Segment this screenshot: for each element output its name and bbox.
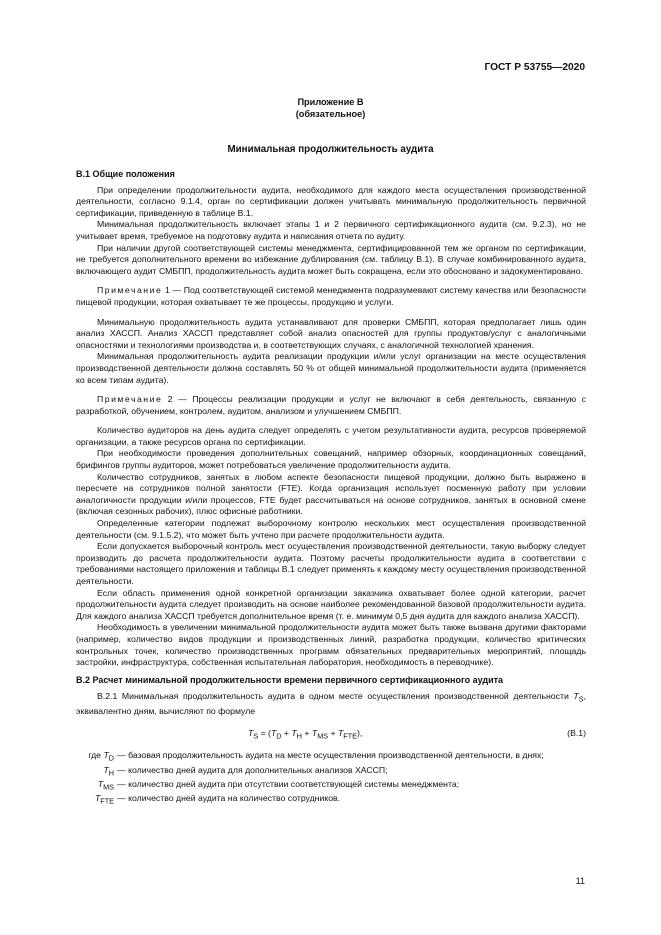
operator: + [281, 728, 292, 739]
annex-subtitle: (обязательное) [295, 109, 366, 119]
symbol: T [270, 728, 277, 739]
text-run: В.2.1 Минимальная продолжительность аудита в одном месте осуществления производственной деятельности [97, 691, 574, 702]
definition-symbol [76, 793, 117, 807]
note-label: Примечание [97, 285, 163, 296]
symbol: T [311, 728, 318, 739]
formula [248, 728, 362, 742]
symbol: T [103, 750, 109, 761]
operator: + [328, 728, 338, 739]
note-text: 1 — Под соответствующей системой менеджмента подразумевают систему качества или безопасности пищевой продукции, которая охватывает те же процессы, продукцию и услуги. [76, 285, 586, 307]
subscript: S [578, 695, 584, 705]
definition-symbol [76, 765, 117, 779]
subscript: MS [317, 732, 329, 741]
subscript: FTE [343, 732, 357, 741]
subscript: D [276, 732, 282, 741]
paragraph: Если допускается выборочный контроль мест осуществления производственной деятельности, такую выборку следует производить до расчета продолжительности аудита. Поэтому расчеты продолжительности аудита в соответствии с требованиями настоящего приложения и таблицы В.1 следует применять к каждому месту осуществления производственной деятельности. [76, 541, 586, 586]
note-1 [76, 285, 586, 308]
paragraph: Минимальная продолжительность включает этапы 1 и 2 первичного сертификационного аудита (см. 9.2.3), но не учитывает время, требуемое на подготовку аудита и написания отчета по аудиту. [76, 219, 586, 241]
paragraph: Количество сотрудников, занятых в любом аспекте безопасности пищевой продукции, должно быть выражено в пересчете на сотрудников полной занятости (FTE). Когда организация использует посменную работу при условии аналогичности продукции и/или процессов, FTE будет рассчитываться на основе сотрудников, занятых в основной смене (включая сезонных рабочих), плюс офисные работники. [76, 471, 586, 517]
note-2 [76, 394, 586, 417]
subscript: H [296, 732, 302, 741]
note-text: 2 — Процессы реализации продукции и услуг не включают в себя деятельность, связанную с разработкой, обучением, контролем, аудитом, анализом и улучшением СМБПП. [76, 394, 586, 416]
paragraph: При наличии другой соответствующей системы менеджмента, сертифицированной тем же органом по сертификации, не требуется дополнительного времени во избежание дублирования (см. таблицу В.1). В случае комбинированного аудита, включающего аудит СМБПП, продолжительность аудита может быть сокращена, если это обосновано и задокументировано. [76, 242, 586, 276]
paragraph: Если область применения одной конкретной организации заказчика охватывает более одной категории, расчет продолжительности аудита следует производить на основе наиболее рекомендованной базовой продолжительности аудита. Для каждого анализа ХАССП требуется дополнительное время (т. е. минимум 0,5 дня аудита для каждого анализа ХАССП). [76, 587, 586, 621]
section-b1-heading: В.1 Общие положения [76, 169, 175, 179]
symbol: T [291, 728, 297, 739]
definition-text: — количество дней аудита при отсутствии соответствующей системы менеджмента; [117, 778, 460, 789]
definition-text: — базовая продолжительность аудита на месте осуществления производственной деятельности, в днях; [117, 750, 544, 761]
body-text [76, 169, 586, 808]
subscript: S [253, 732, 259, 741]
text-run: , эквивалентно дням, вычисляют по формуле [76, 691, 586, 716]
formula-row [76, 728, 586, 742]
symbol: T [337, 728, 344, 739]
symbol: T [97, 778, 104, 789]
annex-title: Приложение В [297, 97, 364, 107]
paragraph: Необходимость в увеличении минимальной продолжительности аудита может быть также вызвана другими факторами (например, количество видов продукции и производственных линий, разработка продукции, количество критических контрольных точек, количество производственных программ обязательных предварительных мероприятий, площадь застройки, инфраструктура, собственная испытательная лаборатория, необходимость в переводчике). [76, 622, 586, 668]
subscript: H [108, 768, 114, 778]
paragraph: При определении продолжительности аудита, необходимого для каждого места осуществления производственной деятельности, согласно 9.1.4, орган по сертификации должен учитывать минимальную продолжительность первичной сертификации, приведенную в таблице В.1. [76, 184, 586, 218]
paragraph-b2-1 [76, 691, 586, 717]
operator: ), [357, 728, 363, 739]
symbol: T [94, 793, 101, 804]
definition-symbol [76, 750, 117, 764]
subscript: D [108, 754, 114, 763]
definition-item [76, 750, 586, 764]
definitions-list [76, 750, 586, 807]
where-word: где [88, 750, 102, 761]
standard-code: ГОСТ Р 53755—2020 [484, 62, 585, 73]
annex-heading [0, 96, 661, 120]
definition-text: — количество дней аудита на количество сотрудников. [117, 793, 341, 804]
paragraph: Минимальную продолжительность аудита устанавливают для проверки СМБПП, которая предполагает лишь один анализ ХАССП. Анализ ХАССП представляет собой анализ опасностей для группы продуктов/услуг с аналогичными опасностями и технологиями производства и, в соответствующих случаях, с аналогичной технологией хранения. [76, 316, 586, 350]
definition-item [76, 793, 586, 807]
subscript: MS [103, 782, 114, 792]
paragraph: Количество аудиторов на день аудита следует определять с учетом результативности аудита, ресурсов проверяемой организации, а также ресурсов органа по сертификации. [76, 425, 586, 447]
definition-item [76, 765, 586, 779]
operator: = ( [258, 728, 271, 739]
symbol: T [103, 764, 109, 775]
definition-symbol [76, 779, 117, 793]
definition-item [76, 779, 586, 793]
formula-number: (В.1) [567, 728, 586, 739]
main-title: Минимальная продолжительность аудита [227, 144, 434, 155]
page-number: 11 [575, 876, 585, 886]
subscript: FTE [100, 796, 114, 806]
definition-text: — количество дней аудита для дополнительных анализов ХАССП; [117, 764, 388, 775]
symbol: T [573, 691, 579, 702]
paragraph: При необходимости проведения дополнительных совещаний, например обзорных, координационных совещаний, брифингов группы аудиторов, может потребоваться увеличение продолжительности аудита. [76, 448, 586, 471]
paragraph: Определенные категории подлежат выборочному контролю нескольких мест осуществления производственной деятельности (см. 9.1.5.2), что может быть учтено при расчете продолжительности аудита. [76, 518, 586, 540]
operator: + [301, 728, 312, 739]
paragraph: Минимальная продолжительность аудита реализации продукции и/или услуг организации на месте осуществления производственной деятельности должна составлять 50 % от общей минимальной продолжительности аудита (применяется ко всем типам аудита). [76, 351, 586, 385]
section-b2-heading: В.2 Расчет минимальной продолжительности времени первичного сертификационного аудита [76, 674, 504, 685]
note-label: Примечание [97, 394, 163, 405]
symbol: T [248, 728, 254, 739]
